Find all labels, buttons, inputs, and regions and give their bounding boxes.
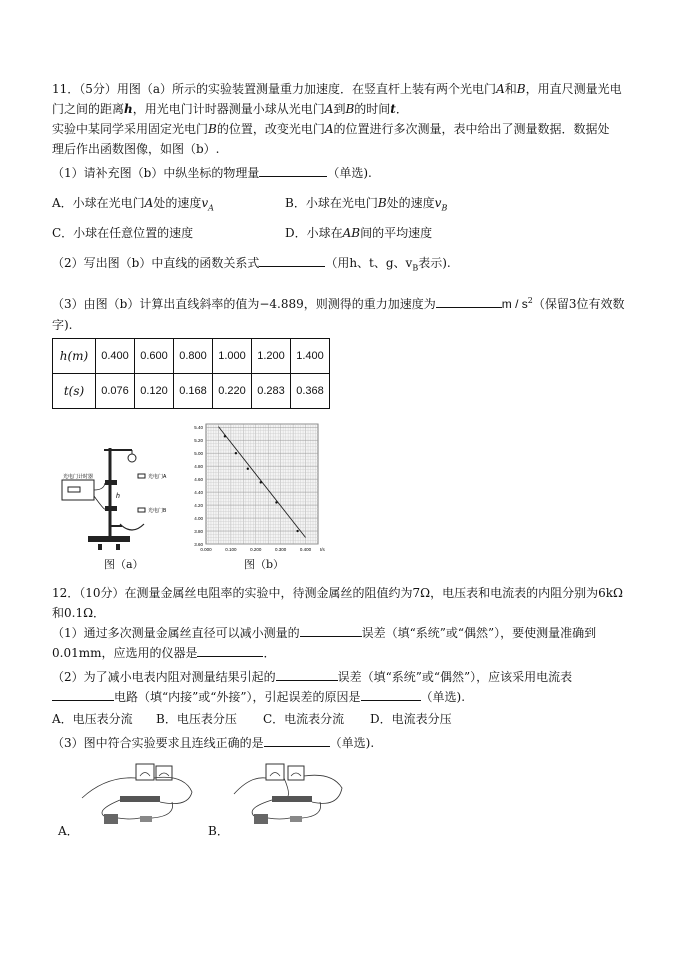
q11-line4: 理后作出函数图像，如图（b）. xyxy=(52,142,220,156)
table-cell: 0.076 xyxy=(96,374,135,409)
var-v: v xyxy=(201,196,209,210)
answer-blank[interactable] xyxy=(259,164,327,177)
answer-blank[interactable] xyxy=(264,734,330,747)
q11-option-C: C．小球在任意位置的速度 xyxy=(52,226,194,240)
table-cell: 0.168 xyxy=(174,374,213,409)
y-tick-label: 4.00 xyxy=(194,516,203,522)
text: （单选). xyxy=(329,736,375,750)
var-v: v xyxy=(434,196,442,210)
var: B xyxy=(377,196,387,210)
q11-sub1 xyxy=(52,164,372,182)
text: 表示). xyxy=(418,256,451,270)
catch-cup xyxy=(120,524,144,530)
q11-line2 xyxy=(52,100,408,118)
q11-header-tail: ，用直尺测量光电 xyxy=(525,82,622,96)
text: 门之间的距离 xyxy=(52,102,125,116)
var-B: B xyxy=(208,122,217,136)
q12-sub2 xyxy=(52,668,572,686)
q11-header xyxy=(52,80,622,98)
var-B: B xyxy=(516,82,526,96)
table-cell: 0.400 xyxy=(96,339,135,374)
y-tick-label: 5.00 xyxy=(194,451,203,457)
ball xyxy=(128,454,136,462)
y-tick-label: 5.20 xyxy=(194,438,203,444)
var-t: t xyxy=(390,102,396,116)
table-row xyxy=(53,339,330,374)
apparatus-figure xyxy=(60,440,180,552)
timer-display xyxy=(68,487,80,492)
text: 误差（填“系统”或“偶然”），要使测量准确到 xyxy=(361,626,597,640)
x-tick-label: 0.000 xyxy=(200,547,212,552)
battery-icon xyxy=(104,814,118,824)
answer-blank[interactable] xyxy=(276,668,338,681)
text: A．小球在光电门 xyxy=(52,196,145,210)
answer-blank[interactable] xyxy=(197,644,263,657)
q11-option-A xyxy=(52,194,214,217)
x-axis-label: t/s xyxy=(320,547,325,552)
data-point xyxy=(296,530,298,532)
base-foot xyxy=(116,544,120,550)
text: （保留3位有效数 xyxy=(532,297,625,311)
text: 到 xyxy=(333,102,346,116)
wire xyxy=(94,496,105,509)
var-B: B xyxy=(345,102,355,116)
text: 电路（填“内接”或“外接”），引起误差的原因是 xyxy=(114,690,361,704)
text: （2）为了减小电表内阻对测量结果引起的 xyxy=(52,670,276,684)
wire xyxy=(94,483,105,490)
var-A: A xyxy=(324,122,334,136)
superscript: 2 xyxy=(527,296,533,305)
table-cell: 1.200 xyxy=(252,339,291,374)
battery-icon xyxy=(254,814,268,824)
x-tick-label: 0.100 xyxy=(225,547,237,552)
text: （1）请补充图（b）中纵坐标的物理量 xyxy=(52,166,260,180)
answer-blank[interactable] xyxy=(259,254,325,267)
q12-line2: 和0.1Ω． xyxy=(52,606,106,620)
var: AB xyxy=(342,226,361,240)
unit: m / s xyxy=(501,297,528,311)
data-point xyxy=(247,468,249,470)
q12-line1: 12．（10分）在测量金属丝电阻率的实验中，待测金属丝的阻值约为7Ω，电压表和电流表的内阻分别为6kΩ xyxy=(52,586,623,600)
data-point xyxy=(275,501,277,503)
table-cell: 1.400 xyxy=(291,339,330,374)
text: 的时间 xyxy=(354,102,391,116)
switch-icon xyxy=(290,816,302,822)
q12-option-D: D．电流表分压 xyxy=(370,712,452,726)
q12-option-C: C．电流表分流 xyxy=(263,712,345,726)
q11-sub2 xyxy=(52,254,451,277)
y-tick-label: 3.60 xyxy=(194,542,203,547)
text: （3）图中符合实验要求且连线正确的是 xyxy=(52,736,264,750)
gate-B-label-box xyxy=(138,508,145,512)
answer-blank[interactable] xyxy=(436,295,502,308)
var-A: A xyxy=(324,102,334,116)
table-cell: 0.800 xyxy=(174,339,213,374)
chart-figure xyxy=(178,416,328,556)
y-tick-label: 4.60 xyxy=(194,477,203,483)
text: （用h、t、g、v xyxy=(325,256,413,270)
text: （3）由图（b）计算出直线斜率的值为−4.889，则测得的重力加速度为 xyxy=(52,297,436,311)
data-point xyxy=(260,481,262,483)
q12-option-B: B．电压表分压 xyxy=(156,712,237,726)
circuit-B-label[interactable]: B． xyxy=(208,824,229,838)
answer-blank[interactable] xyxy=(361,688,421,701)
data-point xyxy=(224,435,226,437)
table-cell: 1.000 xyxy=(213,339,252,374)
text: ． xyxy=(263,646,276,660)
subscript: A xyxy=(208,203,214,213)
text: ，用光电门计时器测量小球从光电门 xyxy=(132,102,325,116)
q11-header-text: 11．（5分）用图（a）所示的实验装置测量重力加速度．在竖直杆上装有两个光电门 xyxy=(52,82,497,96)
gate-A xyxy=(105,480,117,485)
resistor-wire-icon xyxy=(120,796,160,802)
circuit-A-image xyxy=(76,758,198,830)
voltmeter-icon xyxy=(266,764,284,780)
base xyxy=(88,536,130,542)
table-cell: 0.283 xyxy=(252,374,291,409)
q11-option-B xyxy=(285,194,447,217)
y-tick-label: 4.40 xyxy=(194,490,203,496)
q11-and: 和 xyxy=(504,82,517,96)
fig-b-caption: 图（b） xyxy=(244,558,285,571)
data-point xyxy=(235,452,237,454)
q12-sub1-line2 xyxy=(52,644,276,662)
data-table xyxy=(52,338,330,409)
y-tick-label: 3.80 xyxy=(194,529,203,535)
text: （单选). xyxy=(420,690,466,704)
y-tick-label: 4.20 xyxy=(194,503,203,509)
y-tick-label: 4.80 xyxy=(194,464,203,470)
text: （2）写出图（b）中直线的函数关系式 xyxy=(52,256,260,270)
q12-sub3 xyxy=(52,734,374,752)
x-tick-label: 0.200 xyxy=(250,547,262,552)
text: D．小球在 xyxy=(285,226,343,240)
text: 的位置，改变光电门 xyxy=(216,122,325,136)
subscript: B xyxy=(412,263,419,273)
text: 间的平均速度 xyxy=(360,226,433,240)
text: （1）通过多次测量金属丝直径可以减小测量的 xyxy=(52,626,300,640)
q11-line3 xyxy=(52,120,610,138)
table-row xyxy=(53,374,330,409)
text: 误差（填“系统”或“偶然”），应该采用电流表 xyxy=(337,670,573,684)
table-cell: 0.120 xyxy=(135,374,174,409)
table-header-t: t(s) xyxy=(53,374,96,409)
var: A xyxy=(144,196,154,210)
text: 处的速度 xyxy=(153,196,202,210)
circuit-B-image xyxy=(228,758,350,830)
circuit-A-label[interactable]: A． xyxy=(58,824,79,838)
table-cell: 0.368 xyxy=(291,374,330,409)
text: B．小球在光电门 xyxy=(285,196,378,210)
q12-sub2-line2 xyxy=(52,688,465,706)
fig-a-caption: 图（a） xyxy=(104,558,144,571)
answer-blank[interactable] xyxy=(52,688,114,701)
gate-B xyxy=(105,506,117,511)
q12-sub1 xyxy=(52,624,596,642)
text: 的位置进行多次测量，表中给出了测量数据．数据处 xyxy=(333,122,610,136)
base-foot xyxy=(98,544,102,550)
resistor-wire-icon xyxy=(272,796,312,802)
text: 实验中某同学采用固定光电门 xyxy=(52,122,209,136)
q12-option-A: A．电压表分流 xyxy=(52,712,133,726)
gate-A-label: 光电门A xyxy=(148,474,167,480)
q11-sub3-line2: 字). xyxy=(52,318,73,332)
subscript: B xyxy=(441,203,448,213)
q11-option-D xyxy=(285,224,432,242)
timer-label: 光电门计时器 xyxy=(63,474,94,480)
text: ． xyxy=(395,102,408,116)
text: 处的速度 xyxy=(386,196,435,210)
text: 0.01mm，应选用的仪器是 xyxy=(52,646,198,660)
text: （单选). xyxy=(327,166,372,180)
gate-A-label-box xyxy=(138,474,145,478)
q11-sub3 xyxy=(52,292,624,313)
gate-B-label: 光电门B xyxy=(148,508,167,514)
table-header-h: h(m) xyxy=(53,339,96,374)
table-cell: 0.220 xyxy=(213,374,252,409)
x-tick-label: 0.400 xyxy=(299,547,312,552)
y-tick-label: 5.40 xyxy=(194,425,203,431)
answer-blank[interactable] xyxy=(300,624,362,637)
var-A: A xyxy=(496,82,505,96)
voltmeter-icon xyxy=(136,764,154,780)
switch-icon xyxy=(140,816,152,822)
h-label: h xyxy=(116,493,120,500)
plot-area xyxy=(206,424,318,544)
table-cell: 0.600 xyxy=(135,339,174,374)
var-h: h xyxy=(124,102,133,116)
x-tick-label: 0.300 xyxy=(275,547,287,552)
